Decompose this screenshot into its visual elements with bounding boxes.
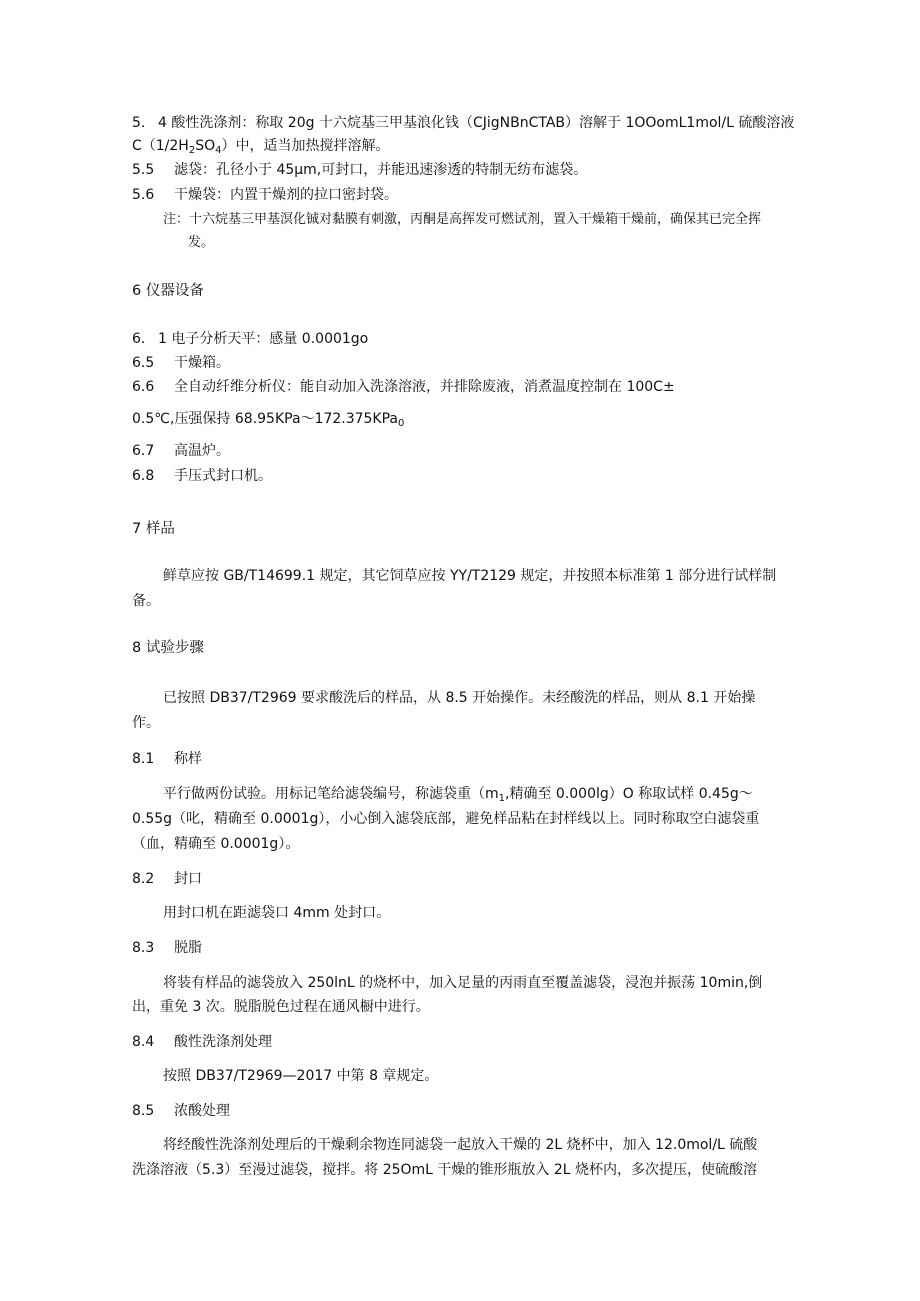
item-number-5-4: 5.: [132, 115, 146, 131]
subsection-title-8-2: 封口: [174, 871, 202, 887]
item-5-6-text: 干燥袋：内置干燥剂的拉口密封袋。: [174, 187, 398, 203]
item-number-6-1: 6.: [132, 331, 146, 347]
item-6-6-line2: 0.5℃,压强保持 68.95KPa～172.375KPa$_0$: [132, 411, 405, 429]
note-line1: 注：十六烷基三甲基溟化铖对黏膜有刺激，丙酮是高挥发可燃试剂，置入干燥箱干燥前，确保其已完全挥: [163, 212, 762, 227]
subsection-8-1-line1: 平行做两份试验。用标记笔给滤袋编号，称滤袋重（$m_1$,精确至 0.000lg）O 称取试样 0.45g～: [163, 786, 753, 804]
item-number-5-5: 5.5: [132, 162, 155, 178]
item-5-5-text: 滤袋：孔径小于 45μm,可封口，并能迅速渗透的特制无纺布滤袋。: [174, 162, 588, 178]
item-5-4-line1: 4 酸性洗涤剂：称取 20g 十六烷基三甲基浪化钱（CJigNBnCTAB）溶解于 1OOomL1mol/L 硫酸溶液: [158, 115, 795, 131]
item-5-4-line2: $C(1/2H_2SO_4)$中，适当加热搅拌溶解。: [132, 138, 390, 156]
subsection-title-8-4: 酸性洗涤剂处理: [174, 1034, 272, 1050]
item-6-5-text: 干燥箱。: [174, 355, 230, 371]
subsection-8-2-line1: 用封口机在距滤袋口 4mm 处封口。: [163, 905, 391, 921]
item-number-6-5: 6.5: [132, 355, 155, 371]
section-7-para-line1: 鲜草应按 GB/T14699.1 规定，其它饲草应按 YY/T2129 规定，并按照本标准第 1 部分进行试样制: [163, 568, 777, 584]
section-7-heading: 7 样品: [132, 521, 175, 537]
subsection-number-8-1: 8.1: [132, 751, 155, 767]
subsection-title-8-5: 浓酸处理: [174, 1103, 230, 1119]
subsection-8-1-line2: 0.55g（叱，精确至 0.0001g），小心倒入滤袋底部，避免样品粘在封样线以上。同时称取空白滤袋重: [132, 811, 760, 827]
item-6-1-text: 1 电子分析天平：感量 0.0001go: [158, 331, 369, 347]
item-6-8-text: 手压式封口机。: [174, 468, 272, 484]
subsection-number-8-3: 8.3: [132, 940, 155, 956]
section-8-intro-line2: 作。: [132, 715, 160, 731]
subsection-number-8-5: 8.5: [132, 1103, 155, 1119]
subsection-8-4-line1: 按照 DB37/T2969—2017 中第 8 章规定。: [163, 1068, 439, 1084]
section-8-intro-line1: 已按照 DB37/T2969 要求酸洗后的样品，从 8.5 开始操作。未经酸洗的样品，则从 8.1 开始操: [163, 690, 756, 706]
item-6-6-line1: 全自动纤维分析仪：能自动加入洗涤溶液，并排除废液，消煮温度控制在 100C±: [174, 379, 675, 395]
section-7-para-line2: 备。: [132, 593, 160, 609]
item-number-5-6: 5.6: [132, 187, 155, 203]
subsection-title-8-3: 脱脂: [174, 940, 202, 956]
item-6-7-text: 高温炉。: [174, 443, 230, 459]
note-line2: 发。: [188, 235, 215, 250]
subsection-number-8-2: 8.2: [132, 871, 155, 887]
item-number-6-7: 6.7: [132, 443, 155, 459]
subsection-title-8-1: 称样: [174, 751, 202, 767]
subsection-number-8-4: 8.4: [132, 1034, 155, 1050]
section-6-heading: 6 仪器设备: [132, 283, 204, 299]
item-number-6-6: 6.6: [132, 379, 155, 395]
subsection-8-5-line1: 将经酸性洗涤剂处理后的干燥剩余物连同滤袋一起放入干燥的 2L 烧杯中，加入 12.0mol/L 硫酸: [163, 1137, 758, 1153]
subsection-8-3-line2: 出，重免 3 次。脱脂脱色过程在通风橱中进行。: [132, 999, 430, 1015]
section-8-heading: 8 试验步骤: [132, 640, 204, 656]
subsection-8-1-line3: （血，精确至 0.0001g）。: [132, 836, 300, 852]
item-number-6-8: 6.8: [132, 468, 155, 484]
subsection-8-3-line1: 将装有样品的滤袋放入 250lnL 的烧杯中，加入足量的丙雨直至覆盖滤袋，浸泡并振荡 10min,倒: [163, 975, 763, 991]
subsection-8-5-line2: 洗涤溶液（5.3）至漫过滤袋，搅拌。将 25OmL 干燥的锥形瓶放入 2L 烧杯内，多次提压，使硫酸溶: [132, 1162, 758, 1178]
